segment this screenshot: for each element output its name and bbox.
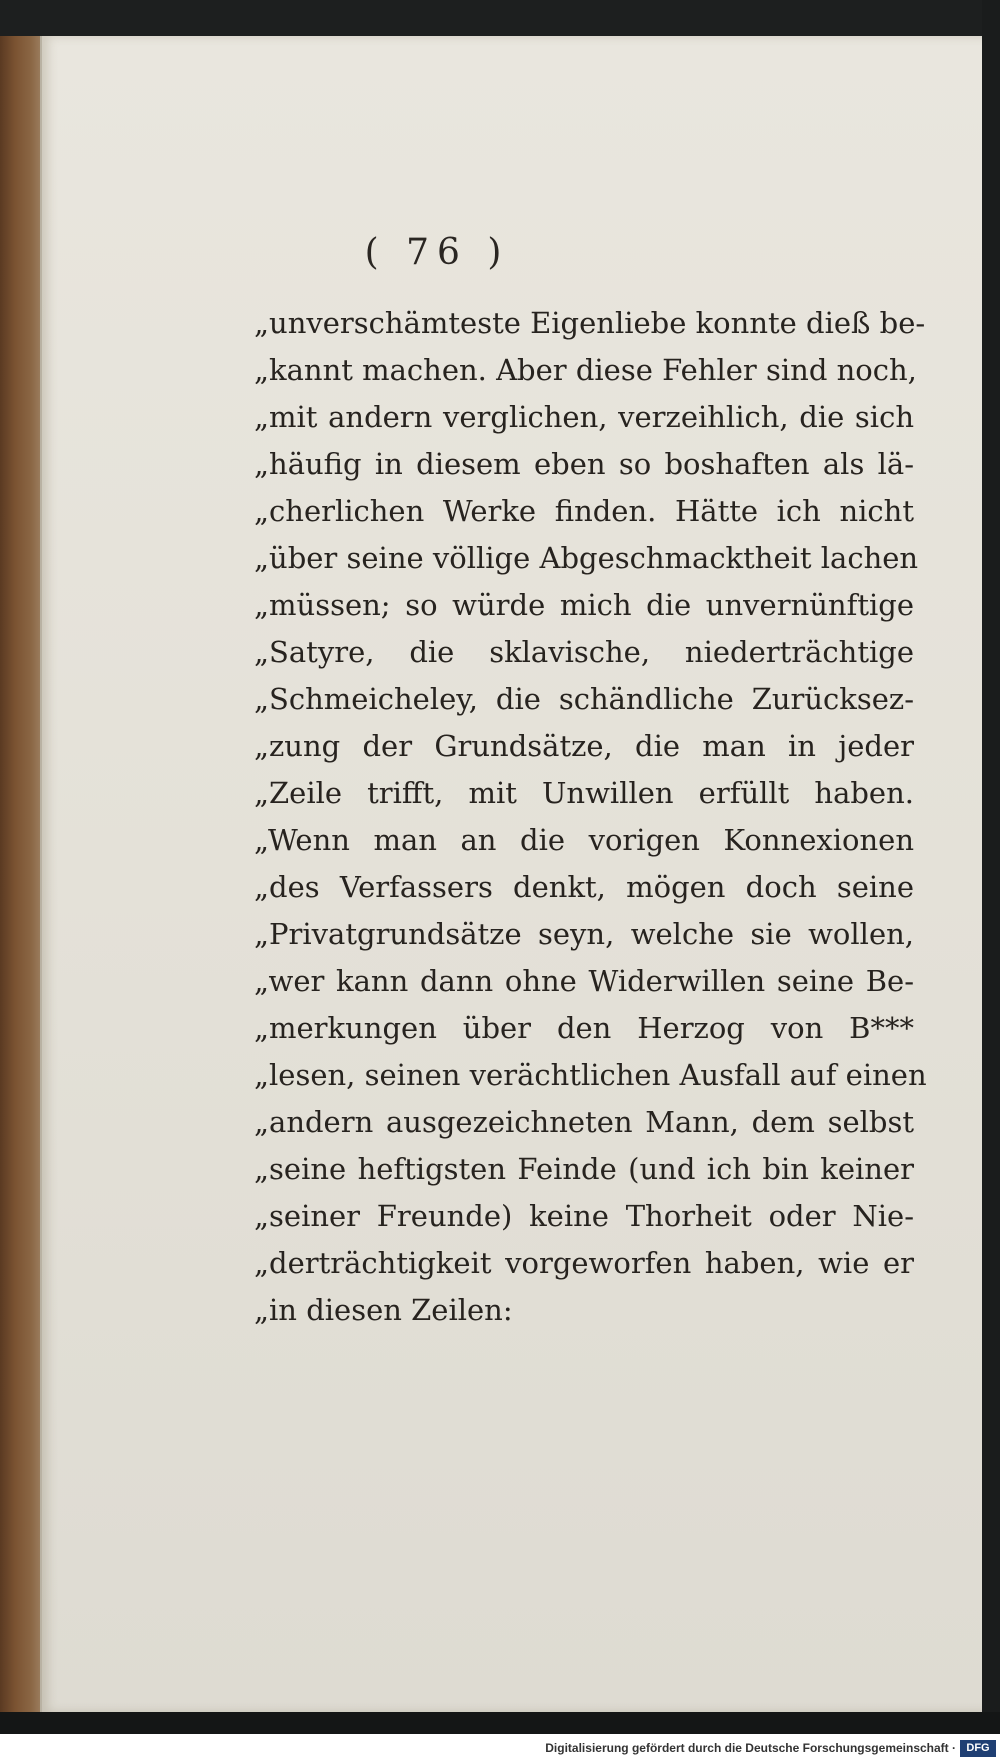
book-spine-edge [0,36,44,1716]
text-line: „über seine völlige Abgeschmacktheit lachen [254,541,919,575]
text-line: „derträchtigkeit vorgeworfen haben, wie er [254,1246,914,1280]
text-line: „Schmeicheley, die schändliche Zurücksez- [254,682,914,716]
text-line: „seine heftigsten Feinde (und ich bin keiner [254,1152,914,1186]
text-line: „zung der Grundsätze, die man in jeder [254,729,914,763]
scan-bottom-border [0,1712,1000,1734]
text-line: „Wenn man an die vorigen Konnexionen [254,823,914,857]
page-number: ( 76 ) [364,232,510,273]
text-line: „müssen; so würde mich die unvernünftige [254,588,914,622]
scan-right-border [982,0,1000,1734]
text-line-last: „in diesen Zeilen: [254,1293,513,1327]
text-line: „andern ausgezeichneten Mann, dem selbst [254,1105,914,1139]
digitization-footer [0,1738,1000,1761]
text-line: „unverschämteste Eigenliebe konnte dieß be- [254,306,926,340]
page-text-block [254,300,927,1334]
text-line: „Satyre, die sklavische, niederträchtige [254,635,914,669]
text-line: „des Verfassers denkt, mögen doch seine [254,870,914,904]
text-line: „seiner Freunde) keine Thorheit oder Nie- [254,1199,914,1233]
text-line: „kannt machen. Aber diese Fehler sind noch, [254,353,917,387]
text-line: „Privatgrundsätze seyn, welche sie wollen, [254,917,914,951]
text-line: „cherlichen Werke finden. Hätte ich nicht [254,494,914,528]
scan-top-border [0,0,1000,40]
text-line: „lesen, seinen verächtlichen Ausfall auf einen [254,1058,927,1092]
text-line: „merkungen über den Herzog von B*** [254,1011,914,1045]
text-line: „wer kann dann ohne Widerwillen seine Be- [254,964,914,998]
dfg-logo: DFG [960,1740,996,1757]
book-page [40,36,987,1712]
funding-credit: Digitalisierung gefördert durch die Deutsche Forschungsgemeinschaft · [545,1741,956,1755]
text-line: „Zeile trifft, mit Unwillen erfüllt haben. [254,776,914,810]
text-line: „häufig in diesem eben so boshaften als lä- [254,447,914,481]
text-line: „mit andern verglichen, verzeihlich, die sich [254,400,914,434]
